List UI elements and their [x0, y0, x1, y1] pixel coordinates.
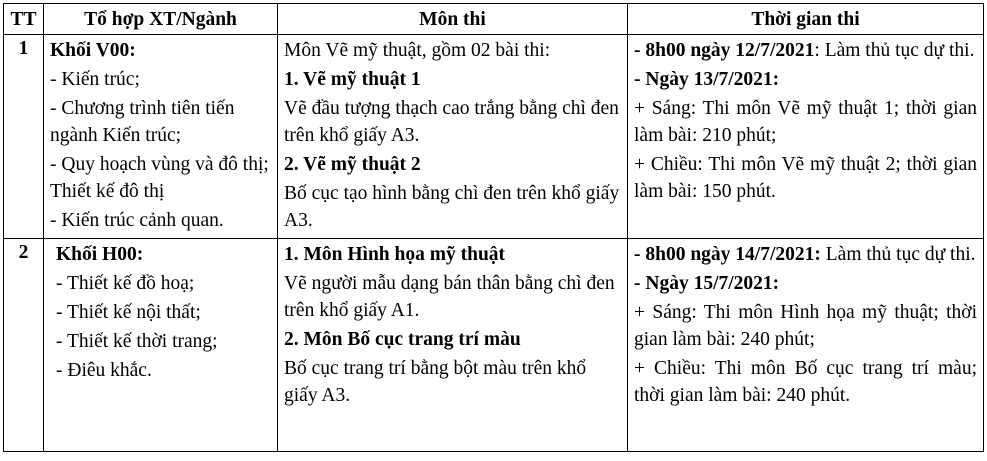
subject-title: 1. Môn Hình họa mỹ thuật: [284, 244, 506, 265]
major-item: - Kiến trúc;: [50, 69, 140, 90]
exam-schedule-table: [3, 3, 984, 452]
subject-desc: Bố cục tạo hình bằng chì đen trên khổ giấy A3.: [284, 183, 620, 231]
header-tt: TT: [4, 4, 44, 35]
subject-desc: Vẽ người mẫu dạng bán thân bằng chì đen trên khổ giấy A1.: [284, 273, 615, 321]
subject-cell: [278, 35, 628, 239]
checkin-text: : Làm thủ tục dự thi.: [814, 40, 975, 61]
block-title: Khối V00:: [50, 40, 136, 61]
major-item: - Quy hoạch vùng và đô thị; Thiết kế đô thị: [50, 154, 269, 202]
header-time: Thời gian thi: [628, 4, 984, 35]
row-number: 2: [4, 239, 44, 452]
major-item: - Điêu khắc.: [56, 360, 152, 381]
major-cell: [44, 35, 278, 239]
checkin-date: - 8h00 ngày 12/7/2021: [634, 40, 815, 61]
morning-session: + Sáng: Thi môn Vẽ mỹ thuật 1; thời gian làm bài: 210 phút;: [634, 98, 977, 146]
header-subject: Môn thi: [278, 4, 628, 35]
subject-title: 1. Vẽ mỹ thuật 1: [284, 69, 421, 90]
checkin-date: - 8h00 ngày 14/7/2021:: [634, 244, 821, 265]
table-row: [4, 239, 984, 452]
table-row: [4, 35, 984, 239]
subject-title: 2. Môn Bố cục trang trí màu: [284, 329, 521, 350]
major-item: - Chương trình tiên tiến ngành Kiến trúc;: [50, 98, 235, 146]
subject-desc: Vẽ đầu tượng thạch cao trắng bằng chì đen trên khổ giấy A3.: [284, 98, 619, 146]
major-cell: [44, 239, 278, 452]
morning-session: + Sáng: Thi môn Hình họa mỹ thuật; thời gian làm bài: 240 phút;: [634, 302, 977, 350]
exam-day: - Ngày 15/7/2021:: [634, 273, 780, 294]
major-item: - Thiết kế đồ hoạ;: [56, 273, 195, 294]
subject-desc: Bố cục trang trí bằng bột màu trên khổ giấy A3.: [284, 358, 587, 406]
schedule-cell: [628, 239, 984, 452]
major-item: - Thiết kế nội thất;: [56, 302, 201, 323]
checkin-line: [634, 37, 977, 64]
checkin-text: Làm thủ tục dự thi.: [820, 244, 976, 265]
header-major: Tổ hợp XT/Ngành: [44, 4, 278, 35]
subject-title: 2. Vẽ mỹ thuật 2: [284, 154, 421, 175]
header-row: [4, 4, 984, 35]
major-item: - Kiến trúc cảnh quan.: [50, 210, 224, 231]
block-title: Khối H00:: [56, 244, 144, 265]
exam-day: - Ngày 13/7/2021:: [634, 69, 780, 90]
afternoon-session: + Chiều: Thi môn Vẽ mỹ thuật 2; thời gian làm bài: 150 phút.: [634, 154, 977, 202]
checkin-line: [634, 241, 977, 268]
afternoon-session: + Chiều: Thi môn Bố cục trang trí màu; thời gian làm bài: 240 phút.: [634, 358, 977, 406]
subject-cell: [278, 239, 628, 452]
schedule-cell: [628, 35, 984, 239]
major-item: - Thiết kế thời trang;: [56, 331, 218, 352]
row-number: 1: [4, 35, 44, 239]
subject-intro: Môn Vẽ mỹ thuật, gồm 02 bài thi:: [284, 40, 551, 61]
